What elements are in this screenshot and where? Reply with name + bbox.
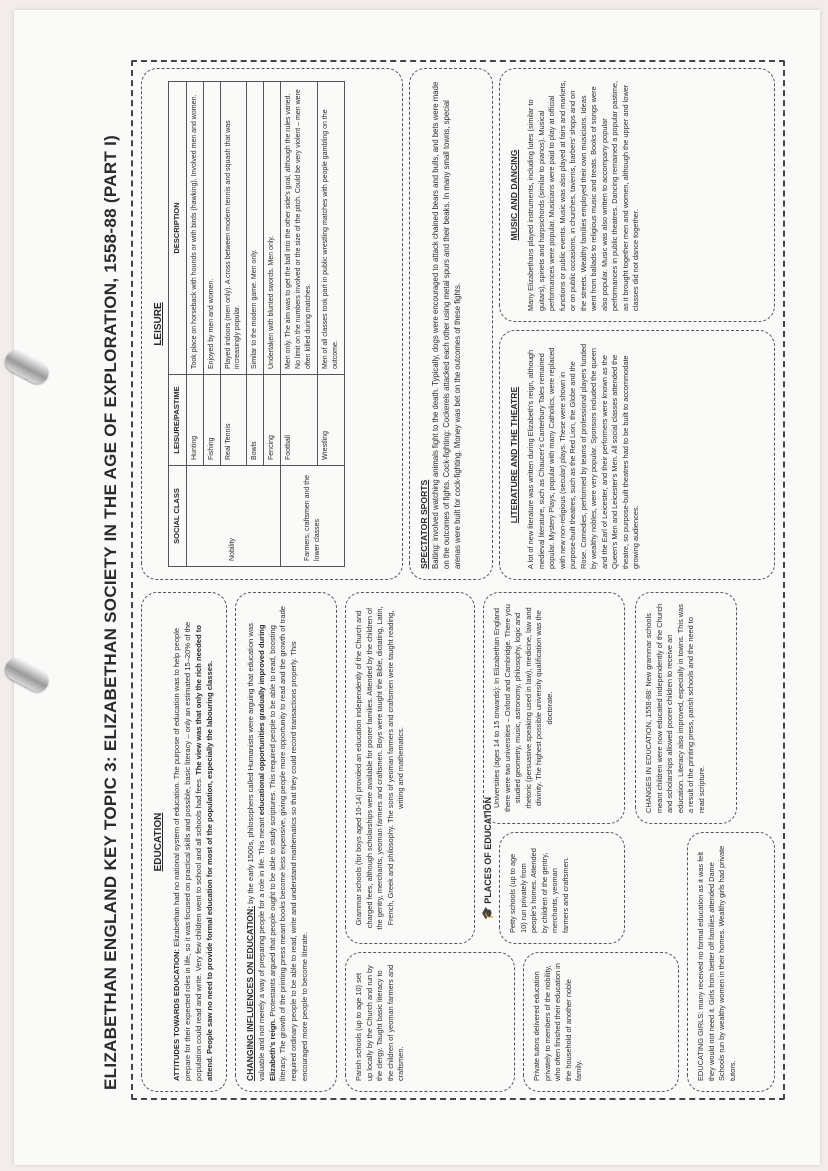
table-row: Fencing Undertaken with blunted swords. Men only.: [264, 82, 281, 567]
attitudes-text: Elizabethan had no national system of education. The purpose of education was to help people prepare for their expected roles in life, so it was focused on practical skills and possible, basic literacy – only an estimated 15–20% of the population could read and write. Very few children went to school and all schools had fees.: [172, 621, 203, 1081]
attitudes-strong: The view was that only the rich needed to attend. People saw no need to provide formal education for most of the population, especially the labouring classes.: [193, 625, 214, 1081]
column-header: SOCIAL CLASS: [169, 466, 187, 567]
parish-text: Parish schools (up to age 10) set up locally by the Church and run by the clergy. Taught basic literacy to the children of yeoman farmers and craftsmen.: [354, 964, 406, 1081]
literature-label: LITERATURE AND THE THEATRE: [509, 386, 519, 524]
table-row: Bowls Similar to the modern game. Men only.: [247, 82, 264, 567]
education-heading: EDUCATION: [153, 812, 164, 872]
literature-text: A lot of new literature was written during Elizabeth's reign, although medieval literature, such as Chaucer's Canterbury Tales remained popular. Mystery Plays, popular with many Catholics, were replaced with new non-religious (secular) plays. These were shown in purpose-built theatres, such as the Red Lion, the Globe and the Rose. Comedies, performed by teams of professional players funded by wealthy nobles, were very popular. Sponsors included the queen and the Earl of Leicester, and their performers were known as the Queen's Men and Leicester's Men. All social classes attended the theatre, so purpose-built theatres had to be built to accommodate growing audiences.: [526, 343, 641, 569]
changing-text-2: Protestants argued that people ought to be able to study scriptures. This required people to be able to read, boosting literacy. The growth of the printing press meant books become less expensive, giving people more opportunity to read and the growth of trade required ordinary people to be able to read, write and understand mathematics so that they could record transactions properly. This encouraged more people to become literate.: [267, 605, 309, 1081]
educating-girls-box: [687, 832, 775, 1092]
music-box: [499, 68, 775, 322]
parish-schools-box: [345, 952, 515, 1092]
tutors-text: Private tutors delivered education privately to members of the nobility, who often finished their education in the household of another noble family.: [532, 963, 584, 1081]
page-title: ELIZABETHAN ENGLAND KEY TOPIC 3: ELIZABETHAN SOCIETY IN THE AGE OF EXPLORATION, 1558-88 (PART I): [101, 134, 120, 1090]
places-heading: 🎓 PLACES OF EDUCATION: [482, 796, 494, 920]
changing-strong: educational opportunities gradually improved during Elizabeth's reign.: [256, 624, 277, 1081]
grammar-text: Grammar schools (for boys aged 10-14) provided an education independently of the Church and charged fees, although scholarships were available for poorer families. Attended by the children of the gentry, merchants, yeoman farmers and craftsmen. Boys were taught the Bible, dictating, Latin, French, Greek and philosophy. The sons of yeoman farmers and craftsmen were taught reading, writing and mathematics.: [354, 606, 406, 930]
girls-text: EDUCATING GIRLS: many received no formal education as it was felt they would not need it. Girls from better off families attended Dame Schools run by wealthy women in their homes. Wealthy girls had private tutors.: [696, 845, 737, 1081]
leisure-box: [141, 68, 403, 580]
column-header: DESCRIPTION: [169, 82, 187, 375]
music-text: Many Elizabethans played instruments, including lutes (similar to guitars), spinets and harpsichords (similar to pianos). Musical performances were popular. Musicians were paid to play at official functions or public events. Music was also played at fairs and markets, or on public occasions, in churches, taverns, barbers' shops and on the streets. Wealthy families employed their own musicians. Ideas went from ballads to religious music and treats. Books of songs were also popular. Music was also written to accompany popular performances in public theatres. Dancing remained a popular pastime, as it brought together men and women, although the upper and lower classes did not dance together.: [526, 80, 641, 311]
music-label: MUSIC AND DANCING: [509, 149, 519, 241]
rotated-document: [95, 60, 785, 1100]
petty-schools-box: [499, 832, 625, 944]
spectator-label: SPECTATOR SPORTS: [419, 479, 429, 569]
universities-text: Universities (ages 14 to 15 onwards): In Elizabethan England there were two universities – Oxford and Cambridge. There you studied geometry, music, astronomy, philosophy, logic and rhetoric (persuasive speaking used in law), medicine, law and divinity. The highest possible university qualification was the doctorate.: [492, 604, 554, 812]
table-header-row: [169, 82, 187, 567]
attitudes-box: [141, 592, 227, 1092]
leisure-heading: LEISURE: [153, 302, 164, 346]
table-row: Real Tennis Played indoors (men only). A cross between modern tennis and squash that was increasingly popular.: [220, 82, 247, 567]
universities-box: [483, 592, 625, 824]
column-header: LEISURE/PASTIME: [169, 375, 187, 466]
spectator-text: Baiting: involved watching animals fight to the death. Typically, dogs were encouraged to attack chained bears and bulls, and bets were made on the outcomes of fights. Cock-fighting: Cockerels attacked each other using metal spurs and their beaks. In many small towns, special arenas were built for cock-fighting. Money was bet on the outcomes of these fights.: [431, 81, 463, 569]
private-tutors-box: [523, 952, 679, 1092]
table-row: Nobility Hunting Took place on horseback with hounds or with birds (hawking). Involved men and women.: [186, 82, 203, 567]
changing-label: CHANGING INFLUENCES ON EDUCATION:: [245, 905, 255, 1081]
table-row: Farmers, craftsmen and the lower classes Football Men only. The aim was to get the ball into the other side's goal, although the rules varied. No limit on the numbers involved or the size of the pitch. Could be very violent – men were often killed during matches.: [281, 82, 318, 567]
changes-text: CHANGES IN EDUCATION, 1558-88: New grammar schools meant children were now educated independently of the Church and scholarships allowed poorer children to receive an education. Literacy also improved, especially in towns. This was a result of the printing press, parish schools and the need to read scripture.: [644, 603, 706, 813]
changing-influences-box: [235, 592, 337, 1092]
table-row: Fishing Enjoyed by men and women.: [203, 82, 220, 567]
changes-box: [635, 592, 737, 824]
table-row: Wrestling Men of all classes took part in public wrestling matches with people gambling on the outcome.: [318, 82, 345, 567]
petty-text: Petty schools (up to age 10) run privately from people's homes. Attended by children of the gentry, merchants, yeoman farmers and craftsmen.: [508, 848, 570, 933]
attitudes-label: ATTITUDES TOWARDS EDUCATION:: [172, 948, 182, 1081]
leisure-table: [168, 81, 345, 567]
changing-text-1: by the early 1500s, philosophers called Humanists were arguing that education was valuable and not merely a way of preparing people for a role in life. This meant: [246, 623, 266, 1081]
literature-box: [499, 330, 775, 580]
grammar-schools-box: [345, 592, 475, 944]
spectator-sports-box: [409, 68, 493, 580]
graduation-cap-icon: 🎓: [482, 906, 494, 920]
